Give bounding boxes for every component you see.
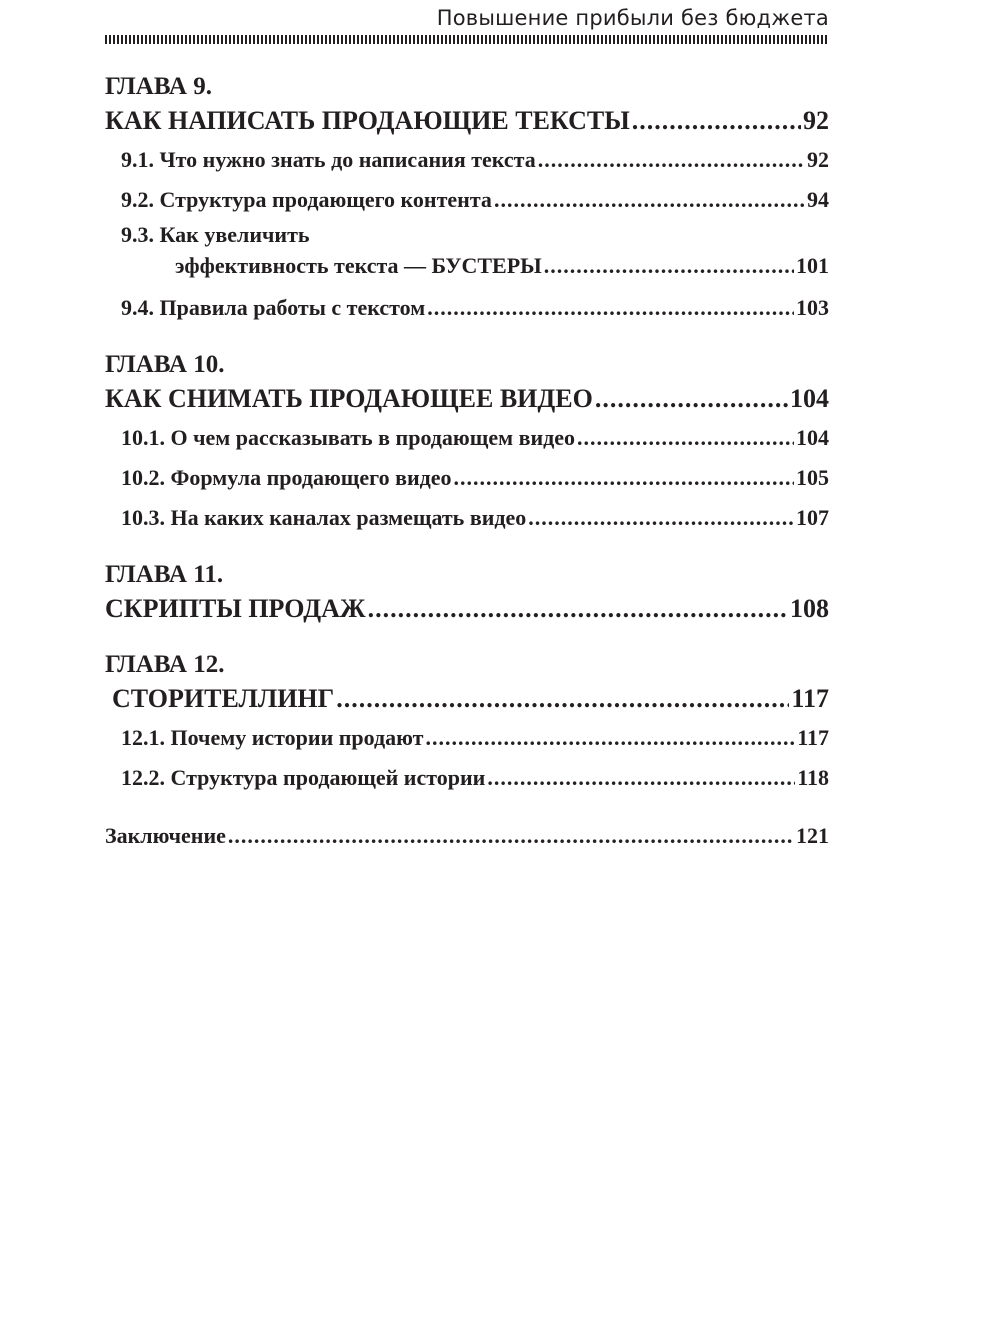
toc-entry-section-two-line[interactable] — [105, 220, 829, 288]
entry-title — [121, 718, 423, 758]
toc-entry-section[interactable] — [105, 418, 829, 458]
dot-leader — [538, 140, 805, 180]
page-number: 104 — [790, 384, 829, 413]
section-title: О чем рассказывать в продающем видео — [170, 425, 576, 450]
page-number: 92 — [807, 147, 829, 172]
entry-title: СТОРИТЕЛЛИНГ — [112, 684, 335, 713]
section-title: На каких каналах размещать видео — [170, 505, 527, 530]
page-number: 101 — [796, 253, 829, 278]
section-number: 10.2. — [121, 465, 165, 490]
section-title-part-1: Как увеличить — [159, 222, 310, 247]
chapter-label: ГЛАВА 9. — [105, 73, 212, 100]
toc-chapter-10 — [105, 348, 829, 538]
toc-entry-section[interactable] — [105, 288, 829, 328]
entry-title — [121, 498, 526, 538]
section-number: 12.1. — [121, 725, 165, 750]
dot-leader — [228, 818, 794, 854]
dot-leader — [577, 418, 794, 458]
page-number: 92 — [803, 106, 829, 135]
section-title: Формула продающего видео — [170, 465, 452, 490]
dot-leader — [336, 682, 789, 716]
section-number: 10.3. — [121, 505, 165, 530]
page-number: 118 — [797, 765, 829, 790]
page-number: 121 — [796, 823, 829, 848]
dot-leader — [595, 382, 788, 416]
section-number: 10.1. — [121, 425, 165, 450]
toc-entry-chapter-title[interactable] — [105, 382, 829, 418]
page-number: 107 — [796, 505, 829, 530]
section-title: Правила работы с текстом — [159, 295, 426, 320]
header-dotted-rule — [105, 35, 829, 44]
dot-leader — [427, 288, 794, 328]
section-title: Структура продающей истории — [170, 765, 486, 790]
toc-entry-conclusion[interactable] — [105, 818, 829, 854]
toc-entry-section[interactable] — [105, 718, 829, 758]
toc-chapter-12 — [105, 648, 829, 798]
dot-leader — [528, 498, 794, 538]
section-title: Что нужно знать до написания текста — [159, 147, 536, 172]
chapter-label: ГЛАВА 11. — [105, 561, 224, 588]
page-number: 103 — [796, 295, 829, 320]
entry-title: КАК СНИМАТЬ ПРОДАЮЩЕЕ ВИДЕО — [105, 384, 593, 413]
toc-entry-chapter-title[interactable] — [105, 592, 829, 628]
section-title: Почему истории продают — [170, 725, 424, 750]
toc-entry-section[interactable] — [105, 180, 829, 220]
toc-chapter-9 — [105, 70, 829, 328]
toc-chapter-11 — [105, 558, 829, 628]
entry-title — [121, 758, 485, 798]
toc-entry-section[interactable] — [105, 458, 829, 498]
entry-title-line-2 — [121, 250, 829, 288]
page-number: 108 — [790, 594, 829, 623]
section-number: 9.1. — [121, 147, 154, 172]
entry-title: СКРИПТЫ ПРОДАЖ — [105, 594, 366, 623]
toc-entry-chapter-title[interactable] — [105, 104, 829, 140]
entry-title — [121, 418, 575, 458]
page-number: 105 — [796, 465, 829, 490]
page-number: 117 — [791, 684, 829, 713]
entry-title: КАК НАПИСАТЬ ПРОДАЮЩИЕ ТЕКСТЫ — [105, 106, 630, 135]
dot-leader — [632, 104, 801, 138]
entry-title-line-1 — [121, 220, 829, 250]
chapter-label: ГЛАВА 10. — [105, 351, 225, 378]
chapter-label: ГЛАВА 12. — [105, 651, 225, 678]
section-number: 9.4. — [121, 295, 154, 320]
table-of-contents — [105, 70, 829, 854]
dot-leader — [544, 250, 794, 282]
toc-entry-section[interactable] — [105, 498, 829, 538]
dot-leader — [368, 592, 788, 626]
entry-title — [121, 180, 492, 220]
section-number: 12.2. — [121, 765, 165, 790]
entry-title — [121, 140, 536, 180]
section-title: Структура продающего контента — [159, 187, 492, 212]
dot-leader — [494, 180, 805, 220]
entry-title: Заключение — [105, 823, 226, 848]
section-number: 9.2. — [121, 187, 154, 212]
toc-entry-section[interactable] — [105, 140, 829, 180]
page-number: 94 — [807, 187, 829, 212]
entry-title — [121, 458, 452, 498]
page-number: 104 — [796, 425, 829, 450]
section-number: 9.3. — [121, 222, 154, 247]
running-head: Повышение прибыли без бюджета — [436, 6, 829, 30]
dot-leader — [454, 458, 794, 498]
toc-entry-chapter-title[interactable] — [105, 682, 829, 718]
entry-title — [121, 288, 425, 328]
dot-leader — [487, 758, 795, 798]
section-title-part-2: эффективность текста — БУСТЕРЫ — [175, 253, 542, 278]
page-number: 117 — [797, 725, 829, 750]
toc-entry-section[interactable] — [105, 758, 829, 798]
dot-leader — [425, 718, 795, 758]
